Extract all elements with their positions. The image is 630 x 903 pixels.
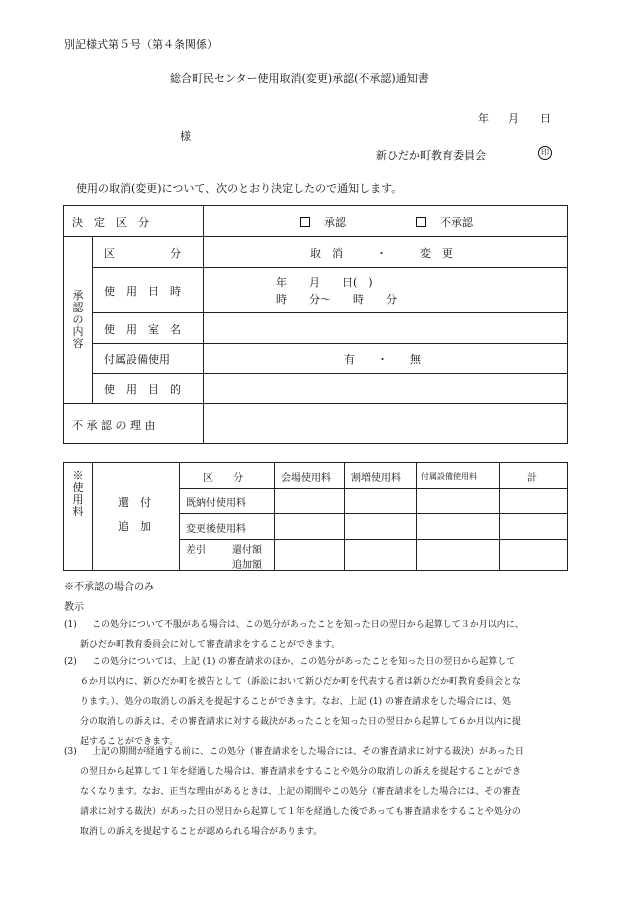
note-number: (1): [64, 620, 77, 630]
fee-row-refund-amount: 還付額: [232, 545, 262, 556]
table-line: [92, 267, 568, 268]
note-number: (3): [64, 747, 77, 757]
note-line: 新ひだか町教育委員会に対して審査請求をすることができます。: [80, 640, 341, 650]
table-line: [179, 462, 180, 571]
table-line: [499, 462, 500, 571]
table-line: [63, 462, 568, 463]
note-line: この処分については、上記 (1) の審査請求のほか、この処分があったことを知った日の翌日から起算して: [92, 657, 516, 667]
fee-additional-label: 追 加: [118, 520, 151, 533]
row-label-datetime: 使 用 日 時: [104, 285, 181, 298]
row-value-time: 時 分～ 時 分: [276, 293, 397, 306]
date-month: 月: [508, 112, 519, 125]
table-line: [567, 205, 568, 444]
approve-option[interactable]: 承認: [300, 214, 346, 230]
note-line: 分の取消しの訴えは、その審査請求に対する裁決があったことを知った日の翌日から起算して６か月以内に提: [80, 717, 521, 727]
table-line: [179, 539, 568, 540]
instruction-heading: 教示: [64, 602, 84, 613]
note-line: 起することができます。: [80, 737, 179, 747]
table-line: [63, 443, 568, 444]
table-line: [63, 205, 64, 444]
note-line: ６か月以内に、新ひだか町を被告として（訴訟において新ひだか町を代表する者は新ひだか町教育委員会とな: [80, 677, 522, 687]
reject-checkbox[interactable]: [416, 217, 426, 227]
rejection-reason-label: 不 承 認 の 理 由: [72, 419, 156, 432]
row-value-equipment: 有 ・ 無: [344, 353, 421, 366]
addressee-suffix: 様: [180, 130, 191, 143]
table-line: [63, 403, 568, 404]
note-number: (2): [64, 657, 77, 667]
note-line: 請求に対する裁決）があった日の翌日から起算して１年を経過した後であっても審査請求をすることや処分の: [80, 807, 521, 817]
note-line: の翌日から起算して１年を経過した場合は、審査請求をすることや処分の取消しの訴えを提起することができ: [80, 767, 522, 777]
rejection-only-note: ※不承認の場合のみ: [64, 582, 154, 593]
table-line: [92, 373, 568, 374]
document-title: 総合町民センター使用取消(変更)承認(不承認)通知書: [170, 72, 429, 85]
fee-row-additional-amount: 追加額: [232, 560, 262, 571]
intro-text: 使用の取消(変更)について、次のとおり決定したので通知します。: [76, 182, 403, 195]
table-line: [92, 462, 93, 571]
table-line: [344, 462, 345, 571]
table-line: [92, 343, 568, 344]
decision-label: 決 定 区 分: [72, 216, 149, 229]
note-line: なくなります。なお、正当な理由があるときは、上記の期間やこの処分（審査請求をした場合には、その審査: [80, 787, 521, 797]
table-line: [63, 570, 568, 571]
approval-group-label: 承認の内容: [72, 289, 84, 350]
table-line: [63, 462, 64, 571]
table-line: [63, 205, 568, 206]
fee-row-changed: 変更後使用料: [186, 524, 246, 535]
table-line: [567, 462, 568, 571]
table-line: [274, 462, 275, 571]
table-line: [92, 312, 568, 313]
fee-col-category: 区 分: [203, 473, 243, 484]
table-line: [63, 236, 568, 237]
note-line: 取消しの訴えを提起することが認められる場合があります。: [80, 827, 323, 837]
row-value-category: 取 消 ・ 変 更: [310, 247, 453, 260]
fee-col-surcharge: 割増使用料: [351, 473, 401, 484]
row-label-category: 区 分: [104, 247, 181, 260]
table-line: [416, 462, 417, 571]
reject-option[interactable]: 不承認: [416, 214, 473, 230]
table-line: [179, 513, 568, 514]
issuer-name: 新ひだか町教育委員会: [376, 149, 486, 162]
row-value-date: 年 月 日( ): [276, 276, 373, 289]
row-label-purpose: 使 用 目 的: [104, 383, 181, 396]
form-number: 別記様式第５号（第４条関係）: [64, 38, 218, 51]
fee-row-diff: 差引: [186, 545, 206, 556]
note-paragraph-2: [80, 652, 576, 752]
fee-col-equipment: 付属設備使用料: [421, 472, 477, 481]
note-line: 上記の期間が経過する前に、この処分（審査請求をした場合には、その審査請求に対する裁決）があった日: [92, 747, 524, 757]
table-line: [203, 205, 204, 444]
note-line: ります。）、処分の取消しの訴えを提起することができます。なお、上記 (1) の審査請求をした場合には、処: [80, 697, 512, 707]
fee-row-paid: 既納付使用料: [186, 498, 246, 509]
date-day: 日: [540, 112, 551, 125]
table-line: [92, 236, 93, 404]
fee-col-total: 計: [527, 473, 537, 484]
table-line: [179, 488, 568, 489]
fee-group-label: ※使用料: [72, 469, 84, 518]
seal-icon: 印: [538, 146, 552, 160]
date-year: 年: [478, 112, 489, 125]
fee-refund-label: 還 付: [118, 496, 151, 509]
row-label-room: 使 用 室 名: [104, 323, 181, 336]
note-paragraph-1: [80, 615, 576, 655]
row-label-equipment: 付属設備使用: [104, 353, 170, 366]
fee-col-venue: 会場使用料: [281, 473, 331, 484]
approve-checkbox[interactable]: [300, 217, 310, 227]
note-line: この処分について不服がある場合は、この処分があったことを知った日の翌日から起算して３か月以内に、: [92, 620, 524, 630]
